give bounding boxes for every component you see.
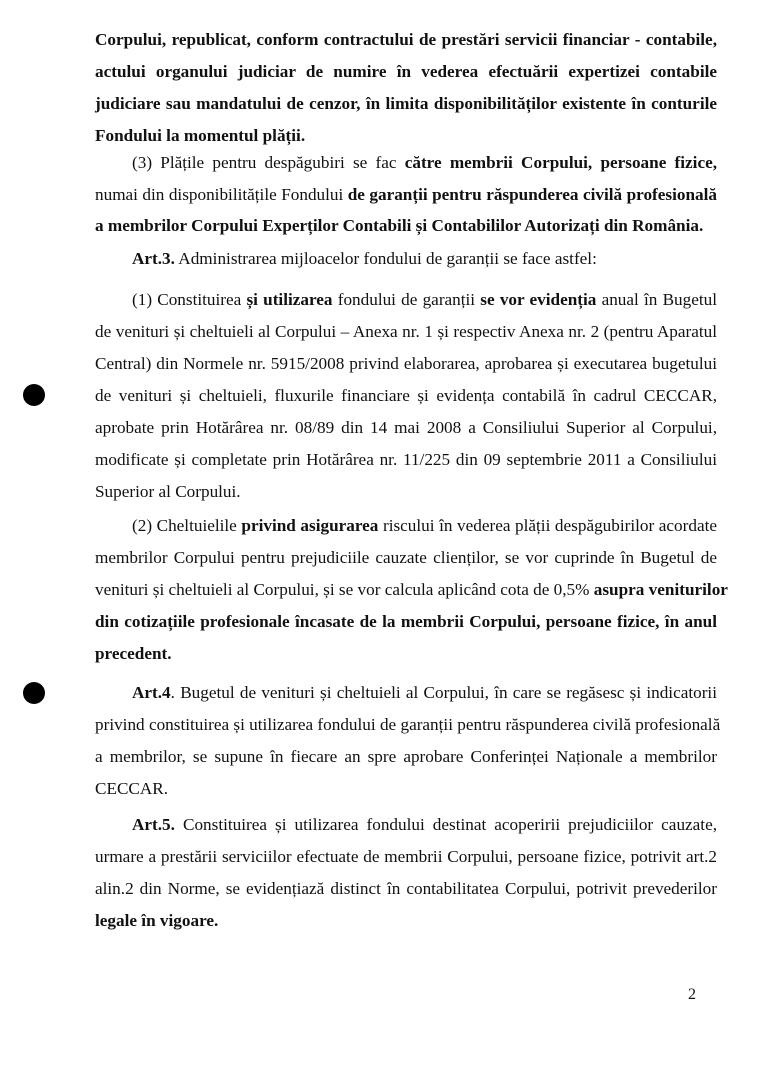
text-run: (1) Constituirea	[132, 290, 247, 309]
page-number: 2	[688, 986, 696, 1003]
text-run: riscului în vederea plății despăgubirilor acordate	[378, 516, 717, 535]
text-line	[95, 322, 717, 342]
text-line	[95, 747, 717, 767]
text-line	[95, 94, 717, 114]
text-line	[132, 683, 717, 703]
text-run: fondului de garanții	[332, 290, 481, 309]
text-line	[95, 779, 185, 799]
bold-text-run: legale în vigoare.	[95, 911, 219, 930]
text-run: modificate și completate prin Hotărârea nr. 11/225 din 09 septembrie 2011 a Consiliului	[95, 450, 717, 469]
text-line	[95, 879, 717, 899]
bold-text-run: către membrii Corpului, persoane fizice,	[404, 153, 718, 172]
text-line	[95, 185, 717, 205]
text-run: a membrilor, se supune în fiecare an spre aprobare Conferinței Naționale a membrilor	[95, 747, 717, 766]
text-line	[132, 815, 717, 835]
text-line	[132, 516, 717, 536]
text-line	[95, 482, 265, 502]
bold-text-run: judiciare sau mandatului de cenzor, în limita disponibilităților existente în conturile	[95, 94, 717, 113]
bold-text-run: se vor evidenția	[480, 290, 597, 309]
text-run: aprobate prin Hotărârea nr. 08/89 din 14 mai 2008 a Consiliului Superior al Corpului,	[95, 418, 717, 437]
text-run: urmare a prestării serviciilor efectuate de membrii Corpului, persoane fizice, potrivit art.2	[95, 847, 717, 866]
bold-text-run: și utilizarea	[246, 290, 333, 309]
text-run: Constituirea și utilizarea fondului destinat acoperirii prejudiciilor cauzate,	[174, 815, 717, 834]
text-line	[132, 249, 602, 269]
text-line	[95, 126, 306, 146]
bold-text-run: privind asigurarea	[241, 516, 379, 535]
bold-text-run: Art.4	[132, 683, 171, 702]
text-run: Administrarea mijloacelor fondului de garanții se face astfel:	[174, 249, 597, 268]
bold-text-run: Fondului la momentul plății.	[95, 126, 306, 145]
text-run: (2) Cheltuielile	[132, 516, 242, 535]
bold-text-run: Corpului, republicat, conform contractului de prestări servicii financiar - contabile,	[95, 30, 717, 49]
text-line	[95, 62, 717, 82]
text-line	[95, 715, 721, 735]
text-run: anual în Bugetul	[596, 290, 717, 309]
text-line	[95, 216, 704, 236]
text-line	[95, 354, 717, 374]
text-run: de venituri și cheltuieli al Corpului – Anexa nr. 1 și respectiv Anexa nr. 2 (pentru Aparatul	[95, 322, 717, 341]
text-run: Superior al Corpului.	[95, 482, 241, 501]
bold-text-run: actului organului judiciar de numire în vederea efectuării expertizei contabile	[95, 62, 717, 81]
text-run: privind constituirea și utilizarea fondului de garanții pentru răspunderea civilă profesională	[95, 715, 721, 734]
bold-text-run: a membrilor Corpului Experților Contabili și Contabililor Autorizați din România.	[95, 216, 704, 235]
text-line	[132, 153, 717, 173]
bold-text-run: din cotizațiile profesionale încasate de la membrii Corpului, persoane fizice, în anul	[95, 612, 717, 631]
text-line	[132, 290, 717, 310]
text-line	[95, 847, 717, 867]
bold-text-run: precedent.	[95, 644, 172, 663]
text-line	[95, 580, 728, 600]
text-line	[95, 386, 717, 406]
text-line	[95, 30, 717, 50]
text-line	[95, 644, 195, 664]
text-run: de venituri și cheltuieli, fluxurile financiare și evidența contabilă în cadrul CECCAR,	[95, 386, 717, 405]
text-run: . Bugetul de venituri și cheltuieli al Corpului, în care se regăsesc și indicatorii	[170, 683, 717, 702]
text-run: alin.2 din Norme, se evidențiază distinct în contabilitatea Corpului, potrivit prevederilor	[95, 879, 717, 898]
bold-text-run: asupra veniturilor	[593, 580, 728, 599]
text-run: CECCAR.	[95, 779, 169, 798]
text-run: (3) Plățile pentru despăgubiri se fac	[132, 153, 405, 172]
bold-text-run: Art.3.	[132, 249, 175, 268]
text-line	[95, 450, 717, 470]
text-run: numai din disponibilitățile Fondului	[95, 185, 348, 204]
bold-text-run: de garanții pentru răspunderea civilă profesională	[347, 185, 717, 204]
text-line	[95, 612, 717, 632]
punch-hole-upper	[23, 384, 45, 406]
punch-hole-lower	[23, 682, 45, 704]
bold-text-run: Art.5.	[132, 815, 175, 834]
text-line	[95, 418, 717, 438]
text-run: Central) din Normele nr. 5915/2008 privind elaborarea, aprobarea și executarea bugetului	[95, 354, 717, 373]
text-line	[95, 911, 225, 931]
text-run: venituri și cheltuieli al Corpului, și se vor calcula aplicând cota de 0,5%	[95, 580, 594, 599]
text-run: membrilor Corpului pentru prejudiciile cauzate clienților, se vor cuprinde în Bugetul de	[95, 548, 717, 567]
text-line	[95, 548, 717, 568]
